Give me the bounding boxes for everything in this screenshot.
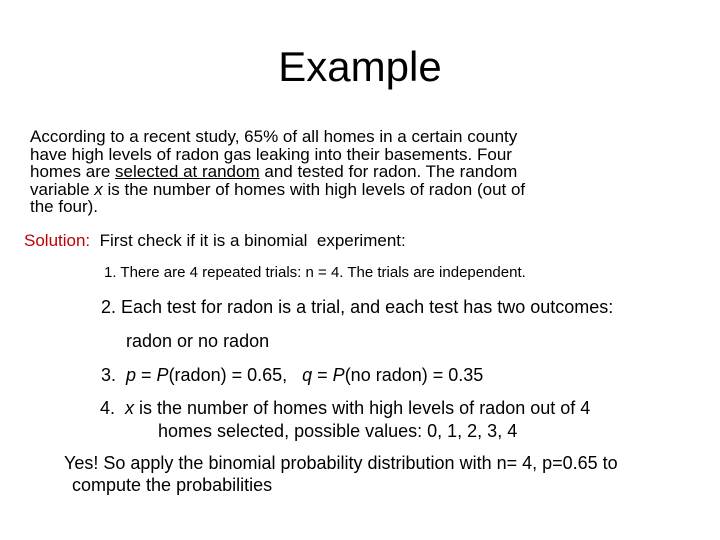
criterion-2-outcomes: radon or no radon (126, 331, 270, 351)
solution-label: Solution: (24, 231, 91, 250)
problem-line-4 (30, 181, 670, 199)
criterion-3 (101, 364, 483, 386)
conclusion-line-1: Yes! So apply the binomial probability distribution with n= 4, p=0.65 to (64, 453, 618, 473)
symbol-P-2: P (332, 365, 345, 385)
criterion-3-number: 3. (101, 365, 127, 385)
symbol-x: x (125, 398, 135, 418)
conclusion (64, 452, 704, 496)
symbol-P-1: P (156, 365, 169, 385)
criterion-4 (100, 397, 590, 419)
problem-line-1: According to a recent study, 65% of all homes in a certain county (30, 127, 518, 146)
prob-radon: (radon) = 0.65, (168, 365, 303, 385)
random-variable-x: x (94, 179, 103, 199)
problem-line-4-end: is the number of homes with high levels of radon (out of (102, 179, 526, 199)
solution-line (24, 231, 684, 251)
equals-1: = (136, 365, 157, 385)
criterion-4-number: 4. (100, 398, 126, 418)
slide-title: Example (278, 43, 442, 90)
problem-line-3-end: and tested for radon. The random (259, 162, 518, 181)
criterion-2: 2. Each test for radon is a trial, and each test has two outcomes: (101, 297, 614, 317)
criterion-1: 1. There are 4 repeated trials: n = 4. The trials are independent. (104, 264, 526, 281)
problem-line-2: have high levels of radon gas leaking into their basements. Four (30, 144, 512, 164)
problem-line-3 (30, 163, 670, 181)
problem-line-3-start: homes are (30, 162, 116, 181)
problem-statement (30, 128, 670, 216)
problem-line-4-start: variable (30, 179, 95, 199)
underlined-phrase: selected at random (115, 162, 260, 181)
criterion-4-values: homes selected, possible values: 0, 1, 2, 3, 4 (158, 421, 518, 441)
criterion-4-text: is the number of homes with high levels of radon out of 4 (134, 398, 591, 418)
problem-line-5: the four). (30, 197, 99, 216)
symbol-p: p (126, 365, 137, 385)
solution-text: First check if it is a binomial experiment: (90, 231, 406, 250)
equals-2: = (312, 365, 333, 385)
prob-no-radon: (no radon) = 0.35 (344, 365, 484, 385)
symbol-q: q (302, 365, 313, 385)
conclusion-line-2: compute the probabilities (72, 475, 273, 495)
